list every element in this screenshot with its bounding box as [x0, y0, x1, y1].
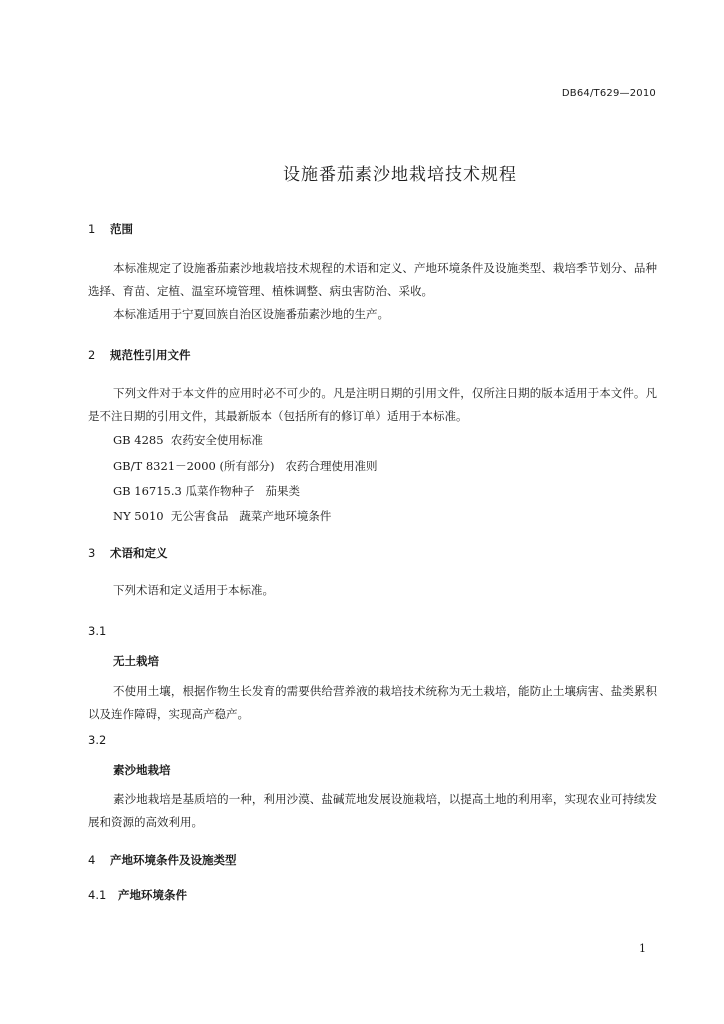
- reference-item: GB 16715.3 瓜菜作物种子 茄果类: [113, 484, 300, 498]
- terms-paragraph: 下列术语和定义适用于本标准。: [113, 583, 274, 597]
- section-title: 范围: [110, 222, 134, 236]
- section-title: 术语和定义: [110, 546, 168, 560]
- standard-number: DB64/T629—2010: [561, 88, 656, 99]
- section-heading-scope: [88, 221, 133, 237]
- section-heading-environment: [88, 852, 237, 868]
- references-paragraph: 下列文件对于本文件的应用时必不可少的。凡是注明日期的引用文件，仅所注日期的版本适用于本文件。凡是不注日期的引用文件，其最新版本（包括所有的修订单）适用于本标准。: [88, 386, 657, 423]
- section-number: 1: [88, 222, 96, 236]
- term-definition: 素沙地栽培是基质培的一种，利用沙漠、盐碱荒地发展设施栽培，以提高土地的利用率，实现农业可持续发展和资源的高效利用。: [88, 792, 657, 829]
- reference-item: NY 5010 无公害食品 蔬菜产地环境条件: [113, 509, 332, 523]
- section-number: 4: [88, 853, 96, 867]
- section-heading-normative-references: [88, 347, 191, 363]
- scope-paragraph-1: 本标准规定了设施番茄素沙地栽培技术规程的术语和定义、产地环境条件及设施类型、栽培季节划分、品种选择、育苗、定植、温室环境管理、植株调整、病虫害防治、采收。: [88, 261, 657, 298]
- reference-item: GB/T 8321－2000 (所有部分) 农药合理使用准则: [113, 459, 378, 473]
- subsection-heading-environment-conditions: [88, 887, 187, 903]
- term-definition: 不使用土壤，根据作物生长发育的需要供给营养液的栽培技术统称为无土栽培，能防止土壤病害、盐类累积以及连作障碍，实现高产稳产。: [88, 684, 657, 721]
- term-number: 3.2: [88, 733, 107, 747]
- document-title: 设施番茄素沙地栽培技术规程: [283, 165, 517, 185]
- term-number: 3.1: [88, 624, 107, 638]
- subsection-number: 4.1: [88, 888, 107, 902]
- section-title: 产地环境条件及设施类型: [110, 853, 237, 867]
- section-heading-terms: [88, 545, 168, 561]
- section-title: 规范性引用文件: [110, 348, 191, 362]
- section-number: 3: [88, 546, 96, 560]
- subsection-title: 产地环境条件: [118, 888, 188, 902]
- scope-paragraph-2: 本标准适用于宁夏回族自治区设施番茄素沙地的生产。: [113, 307, 389, 321]
- term-title: 无土栽培: [113, 654, 159, 668]
- page-number: 1: [639, 942, 646, 955]
- reference-item: GB 4285 农药安全使用标准: [113, 433, 263, 447]
- term-title: 素沙地栽培: [113, 763, 171, 777]
- section-number: 2: [88, 348, 96, 362]
